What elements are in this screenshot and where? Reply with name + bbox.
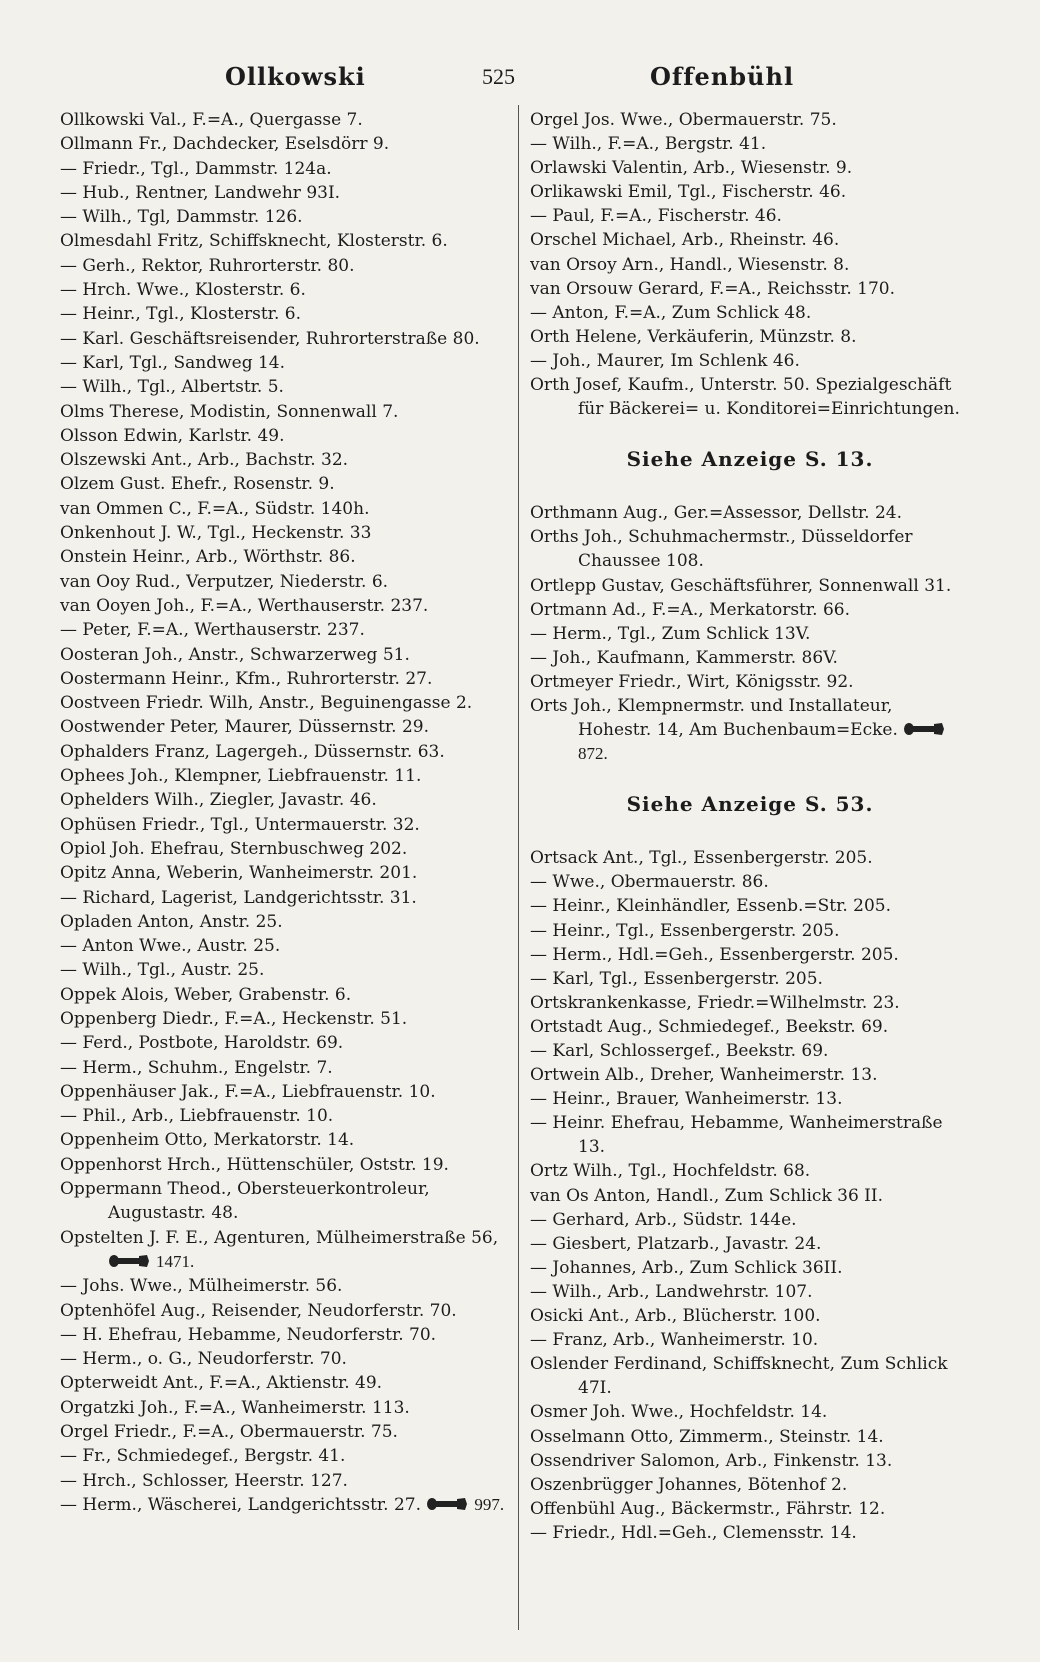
directory-entry [60, 1177, 505, 1226]
directory-entry [530, 670, 970, 694]
directory-entry [530, 598, 970, 622]
directory-entry [60, 229, 505, 253]
entry-text: Opiol Joh. Ehefrau, Sternbuschweg 202. [60, 838, 408, 859]
entry-text: Oppenhorst Hrch., Hüttenschüler, Oststr. 19. [60, 1154, 449, 1175]
entry-text: Ortmann Ad., F.=A., Merkatorstr. 66. [530, 599, 850, 620]
directory-entry [60, 181, 505, 205]
entry-text: Olszewski Ant., Arb., Bachstr. 32. [60, 450, 349, 471]
directory-entry [60, 278, 505, 302]
entry-text: Olms Therese, Modistin, Sonnenwall 7. [60, 401, 399, 422]
directory-entry [60, 132, 505, 156]
directory-entry [60, 1323, 505, 1347]
directory-entry [60, 254, 505, 278]
entry-text: Ossendriver Salomon, Arb., Finkenstr. 13. [530, 1450, 893, 1471]
entry-text: van Orsouw Gerard, F.=A., Reichsstr. 170. [530, 278, 895, 299]
entry-text: Opitz Anna, Weberin, Wanheimerstr. 201. [60, 863, 418, 884]
directory-entry [530, 1184, 970, 1208]
directory-entry [530, 1015, 970, 1039]
entry-text: Ortz Wilh., Tgl., Hochfeldstr. 68. [530, 1161, 811, 1182]
directory-entry [530, 1521, 970, 1545]
entry-text: Orth Helene, Verkäuferin, Münzstr. 8. [530, 326, 857, 347]
entry-text: Oostermann Heinr., Kfm., Ruhrorterstr. 27. [60, 668, 433, 689]
directory-entry [530, 1159, 970, 1183]
directory-entry [60, 1274, 505, 1298]
directory-entry [60, 1031, 505, 1055]
directory-entry [530, 525, 970, 573]
directory-entry [530, 1087, 970, 1111]
entry-text: — Giesbert, Platzarb., Javastr. 24. [530, 1233, 822, 1254]
entry-text: — Karl. Geschäftsreisender, Ruhrorterstraße 80. [60, 328, 480, 349]
advertisement-reference: Siehe Anzeige S. 53. [626, 792, 874, 817]
entry-text: van Os Anton, Handl., Zum Schlick 36 II. [530, 1185, 884, 1206]
entry-text: Ollkowski Val., F.=A., Quergasse 7. [60, 110, 363, 130]
directory-entry [60, 424, 505, 448]
entry-text: Opstelten J. F. E., Agenturen, Mülheimerstraße 56, [60, 1227, 499, 1248]
entry-text: Onkenhout J. W., Tgl., Heckenstr. 33 [60, 523, 372, 544]
directory-entry [60, 205, 505, 229]
directory-entry [60, 1469, 505, 1493]
right-column-part-b [530, 501, 970, 766]
telephone-icon [108, 1254, 150, 1268]
entry-text: Oppermann Theod., Obersteuerkontroleur, Augustastr. 48. [60, 1179, 430, 1224]
entry-text: — Herm., Wäscherei, Landgerichtsstr. 27. [60, 1494, 422, 1515]
entry-text: — Wilh., Tgl., Austr. 25. [60, 960, 265, 981]
entry-text: — Heinr., Kleinhändler, Essenb.=Str. 205. [530, 896, 892, 917]
entry-text: Oppenheim Otto, Merkatorstr. 14. [60, 1130, 355, 1151]
directory-entry [530, 1280, 970, 1304]
entry-text: Orgel Friedr., F.=A., Obermauerstr. 75. [60, 1422, 398, 1443]
directory-entry [530, 373, 970, 421]
directory-entry [530, 204, 970, 228]
entry-text: — Anton, F.=A., Zum Schlick 48. [530, 302, 812, 323]
directory-entry [530, 349, 970, 373]
directory-entry [530, 1208, 970, 1232]
entry-text: — Wilh., Tgl., Albertstr. 5. [60, 377, 284, 398]
directory-entry [530, 622, 970, 646]
directory-entry [530, 846, 970, 870]
entry-text: Ollmann Fr., Dachdecker, Eselsdörr 9. [60, 134, 390, 155]
directory-entry [530, 108, 970, 132]
entry-text: — Heinr. Ehefrau, Hebamme, Wanheimerstraße 13. [530, 1113, 943, 1158]
entry-text: — Gerh., Rektor, Ruhrorterstr. 80. [60, 255, 355, 276]
directory-entry [60, 886, 505, 910]
entry-text: Ortmeyer Friedr., Wirt, Königsstr. 92. [530, 671, 854, 692]
directory-entry [530, 646, 970, 670]
entry-text: Orths Joh., Schuhmachermstr., Düsseldorfer Chaussee 108. [530, 527, 913, 572]
entry-text: Osmer Joh. Wwe., Hochfeldstr. 14. [530, 1402, 828, 1423]
entry-text: Ophalders Franz, Lagergeh., Düssernstr. 63. [60, 741, 445, 762]
directory-entry [530, 228, 970, 252]
entry-text: Optenhöfel Aug., Reisender, Neudorferstr. 70. [60, 1300, 457, 1321]
entry-text: Opterweidt Ant., F.=A., Aktienstr. 49. [60, 1373, 383, 1394]
directory-entry [60, 545, 505, 569]
directory-entry [60, 327, 505, 351]
directory-entry [60, 108, 505, 132]
entry-text: — Wilh., Tgl, Dammstr. 126. [60, 207, 303, 228]
entry-text: Oosteran Joh., Anstr., Schwarzerweg 51. [60, 644, 410, 665]
entry-text: Ortstadt Aug., Schmiedegef., Beekstr. 69. [530, 1016, 889, 1037]
directory-entry [60, 1299, 505, 1323]
entry-text: Oszenbrügger Johannes, Bötenhof 2. [530, 1474, 848, 1495]
entry-text: — Heinr., Tgl., Essenbergerstr. 205. [530, 920, 840, 941]
entry-text: Oppek Alois, Weber, Grabenstr. 6. [60, 984, 352, 1005]
directory-entry [530, 132, 970, 156]
entry-text: Ortsack Ant., Tgl., Essenbergerstr. 205. [530, 848, 873, 869]
header-left-keyword: Ollkowski [225, 62, 366, 91]
directory-entry [60, 764, 505, 788]
entry-text: — Wwe., Obermauerstr. 86. [530, 872, 769, 893]
entry-text: — Karl, Schlossergef., Beekstr. 69. [530, 1041, 829, 1061]
directory-entry [530, 1328, 970, 1352]
advertisement-reference: Siehe Anzeige S. 13. [626, 447, 874, 472]
directory-entry [60, 837, 505, 861]
directory-entry [530, 991, 970, 1015]
directory-entry [530, 694, 970, 766]
entry-text: — Friedr., Hdl.=Geh., Clemensstr. 14. [530, 1522, 857, 1543]
directory-entry [60, 448, 505, 472]
directory-entry [530, 1425, 970, 1449]
entry-text: Ortskrankenkasse, Friedr.=Wilhelmstr. 23. [530, 992, 900, 1013]
entry-text: Oostwender Peter, Maurer, Düssernstr. 29. [60, 717, 430, 738]
phone-number: 997. [474, 1494, 505, 1514]
entry-text: Osselmann Otto, Zimmerm., Steinstr. 14. [530, 1426, 884, 1447]
entry-text: — Gerhard, Arb., Südstr. 144e. [530, 1209, 797, 1230]
entry-text: — Hub., Rentner, Landwehr 93I. [60, 182, 341, 203]
directory-entry [530, 1497, 970, 1521]
directory-entry [60, 375, 505, 399]
directory-entry [60, 934, 505, 958]
right-column-part-a [530, 108, 970, 421]
phone-number: 1471. [156, 1251, 195, 1271]
entry-text: Orgel Jos. Wwe., Obermauerstr. 75. [530, 110, 837, 130]
entry-text: — Peter, F.=A., Werthauserstr. 237. [60, 620, 365, 641]
directory-entry [60, 472, 505, 496]
entry-text: — Anton Wwe., Austr. 25. [60, 936, 281, 957]
entry-text: Orth Josef, Kaufm., Unterstr. 50. Spezialgeschäft für Bäckerei= u. Konditorei=Einrichtungen. [530, 375, 960, 420]
entry-text: van Ooyen Joh., F.=A., Werthauserstr. 237. [60, 595, 429, 616]
directory-entry [60, 1080, 505, 1104]
column-divider [518, 105, 519, 1630]
entry-text: Olsson Edwin, Karlstr. 49. [60, 425, 285, 446]
entry-text: Osicki Ant., Arb., Blücherstr. 100. [530, 1306, 821, 1327]
directory-entry [530, 501, 970, 525]
entry-text: — Wilh., Arb., Landwehrstr. 107. [530, 1281, 813, 1302]
entry-text: Orgatzki Joh., F.=A., Wanheimerstr. 113. [60, 1397, 410, 1418]
directory-entry [60, 1444, 505, 1468]
entry-text: Orlawski Valentin, Arb., Wiesenstr. 9. [530, 158, 853, 179]
directory-entry [60, 1007, 505, 1031]
directory-entry [60, 1226, 505, 1275]
entry-text: Orschel Michael, Arb., Rheinstr. 46. [530, 230, 840, 251]
directory-entry [530, 1232, 970, 1256]
directory-entry [60, 958, 505, 982]
directory-entry [60, 1104, 505, 1128]
page-number: 525 [482, 64, 515, 89]
entry-text: — Hrch. Wwe., Klosterstr. 6. [60, 280, 306, 301]
directory-entry [60, 351, 505, 375]
entry-text: Orts Joh., Klempnermstr. und Installateur, Hohestr. 14, Am Buchenbaum=Ecke. [530, 695, 898, 741]
directory-entry [530, 301, 970, 325]
directory-entry [60, 1153, 505, 1177]
entry-text: Ophees Joh., Klempner, Liebfrauenstr. 11. [60, 766, 422, 787]
directory-entry [530, 1256, 970, 1280]
directory-entry [60, 1347, 505, 1371]
directory-entry [60, 788, 505, 812]
entry-text: — Hrch., Schlosser, Heerstr. 127. [60, 1470, 348, 1491]
entry-text: — Heinr., Brauer, Wanheimerstr. 13. [530, 1089, 843, 1110]
entry-text: — Johannes, Arb., Zum Schlick 36II. [530, 1257, 843, 1278]
phone-number: 872. [578, 744, 608, 764]
entry-text: van Orsoy Arn., Handl., Wiesenstr. 8. [530, 254, 850, 275]
directory-entry [60, 1056, 505, 1080]
directory-entry [60, 813, 505, 837]
directory-entry [530, 1400, 970, 1424]
entry-text: — Herm., o. G., Neudorferstr. 70. [60, 1349, 347, 1370]
directory-entry [60, 400, 505, 424]
directory-entry [60, 570, 505, 594]
entry-text: — Herm., Hdl.=Geh., Essenbergerstr. 205. [530, 944, 899, 965]
directory-entry [60, 643, 505, 667]
right-column [530, 108, 970, 1545]
directory-entry [530, 894, 970, 918]
entry-text: — Franz, Arb., Wanheimerstr. 10. [530, 1330, 819, 1351]
entry-text: Oppenberg Diedr., F.=A., Heckenstr. 51. [60, 1008, 408, 1029]
entry-text: — Wilh., F.=A., Bergstr. 41. [530, 134, 767, 155]
entry-text: — Fr., Schmiedegef., Bergstr. 41. [60, 1446, 346, 1467]
telephone-icon [903, 722, 945, 736]
directory-entry [60, 497, 505, 521]
directory-entry [530, 1063, 970, 1087]
entry-text: Offenbühl Aug., Bäckermstr., Fährstr. 12. [530, 1498, 886, 1519]
directory-entry [60, 1396, 505, 1420]
directory-entry [530, 180, 970, 204]
entry-text: Orthmann Aug., Ger.=Assessor, Dellstr. 24. [530, 503, 903, 524]
entry-text: — Herm., Tgl., Zum Schlick 13V. [530, 623, 811, 644]
directory-entry [60, 618, 505, 642]
directory-entry [530, 277, 970, 301]
entry-text: Orlikawski Emil, Tgl., Fischerstr. 46. [530, 182, 847, 203]
entry-text: van Ommen C., F.=A., Südstr. 140h. [60, 498, 370, 519]
entry-text: Ortwein Alb., Dreher, Wanheimerstr. 13. [530, 1065, 878, 1086]
entry-text: — Friedr., Tgl., Dammstr. 124a. [60, 158, 332, 179]
directory-entry [60, 302, 505, 326]
directory-entry [60, 910, 505, 934]
directory-entry [60, 1420, 505, 1444]
entry-text: — Karl, Tgl., Essenbergerstr. 205. [530, 968, 823, 989]
directory-entry [530, 1111, 970, 1159]
directory-entry [60, 1493, 505, 1517]
left-column [60, 108, 505, 1517]
header-right-keyword: Offenbühl [650, 62, 795, 91]
entry-text: Ophüsen Friedr., Tgl., Untermauerstr. 32. [60, 814, 420, 835]
directory-entry [530, 1304, 970, 1328]
directory-entry [530, 1352, 970, 1400]
entry-text: — Johs. Wwe., Mülheimerstr. 56. [60, 1276, 343, 1297]
directory-entry [530, 325, 970, 349]
entry-text: — Phil., Arb., Liebfrauenstr. 10. [60, 1106, 334, 1127]
entry-text: Oostveen Friedr. Wilh, Anstr., Beguinengasse 2. [60, 693, 473, 714]
directory-entry [530, 253, 970, 277]
directory-entry [60, 1371, 505, 1395]
entry-text: Oslender Ferdinand, Schiffsknecht, Zum Schlick 47I. [530, 1354, 948, 1399]
page-header [60, 62, 980, 102]
directory-entry [60, 740, 505, 764]
entry-text: Opladen Anton, Anstr. 25. [60, 911, 283, 932]
directory-entry [60, 667, 505, 691]
telephone-icon [426, 1497, 468, 1511]
entry-text: — Joh., Kaufmann, Kammerstr. 86V. [530, 647, 838, 668]
directory-entry [530, 1039, 970, 1063]
directory-entry [530, 574, 970, 598]
directory-entry [530, 967, 970, 991]
entry-text: — H. Ehefrau, Hebamme, Neudorferstr. 70. [60, 1324, 437, 1345]
entry-text: Ophelders Wilh., Ziegler, Javastr. 46. [60, 790, 377, 811]
directory-entry [530, 943, 970, 967]
directory-entry [530, 1473, 970, 1497]
entry-text: — Joh., Maurer, Im Schlenk 46. [530, 350, 800, 371]
directory-entry [530, 919, 970, 943]
entry-text: Ortlepp Gustav, Geschäftsführer, Sonnenwall 31. [530, 575, 952, 596]
entry-text: — Richard, Lagerist, Landgerichtsstr. 31. [60, 887, 417, 908]
directory-entry [60, 691, 505, 715]
directory-entry [530, 870, 970, 894]
directory-entry [60, 157, 505, 181]
entry-text: — Paul, F.=A., Fischerstr. 46. [530, 206, 782, 227]
entry-text: Oppenhäuser Jak., F.=A., Liebfrauenstr. 10. [60, 1081, 436, 1102]
entry-text: — Karl, Tgl., Sandweg 14. [60, 352, 286, 373]
right-column-part-c [530, 846, 970, 1545]
entry-text: Olzem Gust. Ehefr., Rosenstr. 9. [60, 474, 335, 495]
entry-text: Onstein Heinr., Arb., Wörthstr. 86. [60, 547, 356, 568]
directory-entry [60, 521, 505, 545]
directory-entry [60, 861, 505, 885]
entry-text: — Herm., Schuhm., Engelstr. 7. [60, 1057, 333, 1078]
entry-text: van Ooy Rud., Verputzer, Niederstr. 6. [60, 571, 389, 592]
directory-entry [60, 1128, 505, 1152]
entry-text: — Ferd., Postbote, Haroldstr. 69. [60, 1033, 344, 1054]
directory-entry [60, 594, 505, 618]
entry-text: — Heinr., Tgl., Klosterstr. 6. [60, 304, 301, 325]
directory-entry [530, 1449, 970, 1473]
entry-text: Olmesdahl Fritz, Schiffsknecht, Klosterstr. 6. [60, 231, 448, 252]
directory-entry [60, 715, 505, 739]
directory-entry [60, 983, 505, 1007]
directory-entry [530, 156, 970, 180]
